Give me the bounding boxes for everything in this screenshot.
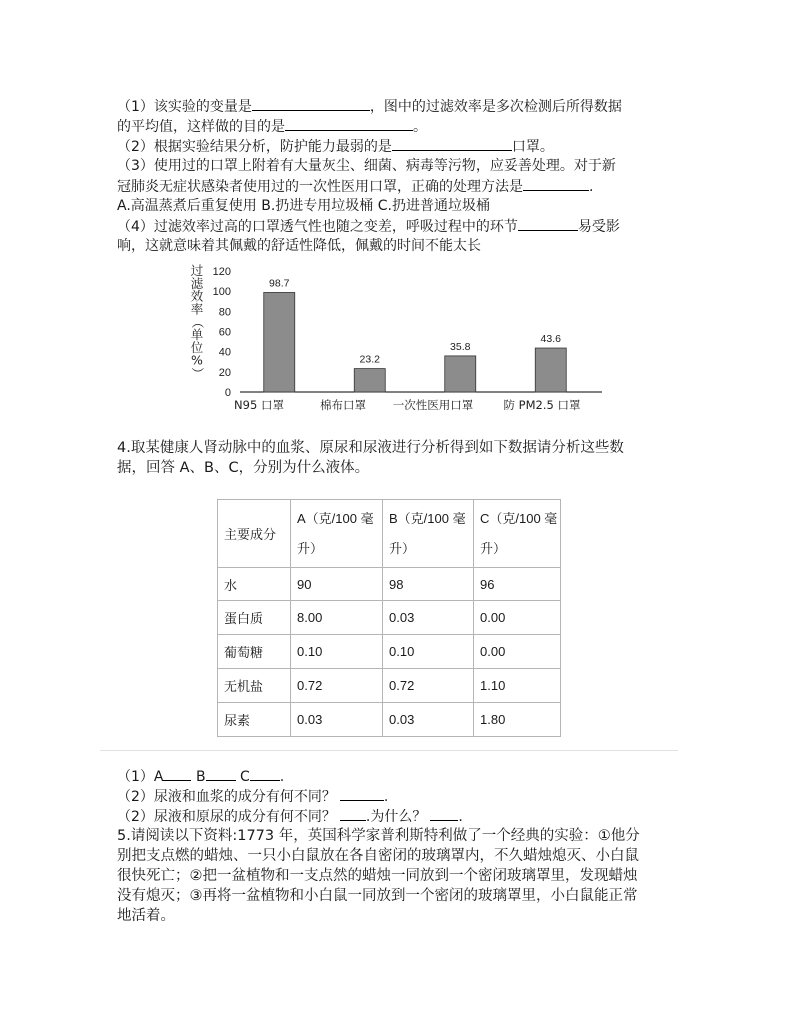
q4-intro-line-1	[117, 216, 620, 237]
section-divider	[100, 750, 678, 751]
q4-answer-end: .	[279, 769, 285, 785]
chart-bar	[354, 369, 385, 392]
q5-line-2: 别把支点燃的蜡烛、一只小白鼠放在各自密闭的玻璃罩内，不久蜡烛熄灭、小白鼠	[117, 848, 639, 864]
chart-x-labels	[234, 398, 580, 412]
chart-y-axis-label	[190, 263, 205, 380]
table-header-cell: C（克/100 毫升）	[474, 500, 561, 568]
table-cell: 0.03	[383, 601, 474, 635]
table-cell: 90	[291, 568, 383, 601]
bar-value-label: 43.6	[540, 333, 561, 346]
q5-line-3: 很快死亡；②把一盆植物和一支点然的蜡烛一同放到一个密闭玻璃罩里，发现蜡烛	[117, 868, 638, 884]
answer-blank-weakest[interactable]	[392, 136, 512, 151]
x-category-label: 一次性医用口罩	[392, 398, 474, 412]
y-tick-label: 60	[218, 326, 231, 339]
q5-line-4: 没有熄灭；③再将一盆植物和小白鼠一同放到一个密闭的玻璃罩里，小白鼠能正常	[117, 888, 638, 904]
table-cell: 0.03	[383, 703, 474, 737]
table-cell: 0.72	[291, 669, 383, 703]
q1-text-c: 的平均值，这样做的目的是	[117, 119, 285, 135]
chart-bars	[264, 277, 567, 392]
table-cell: 0.03	[291, 703, 383, 737]
answer-blank-why[interactable]	[430, 806, 458, 821]
q4-line-1: 4.取某健康人肾动脉中的血浆、原尿和尿液进行分析得到如下数据请分析这些数	[117, 440, 624, 456]
composition-table	[217, 499, 561, 737]
chart-bar	[535, 348, 566, 392]
q4-answer-3-why: .为什么？	[365, 809, 427, 825]
q3-line-2	[117, 176, 593, 197]
answer-blank-variable[interactable]	[252, 96, 370, 111]
q4-answer-b-label: B	[195, 769, 206, 785]
y-axis-label-char: 效	[190, 288, 204, 304]
q4-answer-c-label: C	[240, 769, 250, 785]
q5-line-5: 地活着。	[117, 908, 175, 924]
q4-intro-text-a: （4）过滤效率过高的口罩透气性也随之变差，呼吸过程中的环节	[117, 219, 518, 235]
table-cell: 0.00	[474, 635, 561, 669]
table-header-cell: 主要成分	[218, 500, 291, 568]
y-tick-label: 0	[224, 387, 231, 399]
table-cell: 0.10	[383, 635, 474, 669]
q4-intro-text-b: 易受影	[577, 219, 620, 235]
q5-line-1: 5.请阅读以下资料:1773 年，英国科学家普利斯特利做了一个经典的实验：①他分	[117, 828, 640, 844]
q3-text-b: .	[589, 179, 594, 195]
answer-blank-b[interactable]	[206, 766, 236, 781]
table-row	[218, 669, 561, 703]
q1-text-b: ，图中的过滤效率是多次检测后所得数据	[369, 99, 622, 115]
x-category-label: 防 PM2.5 口罩	[503, 398, 581, 412]
q3-options: A.高温蒸煮后重复使用 B.扔进专用垃圾桶 C.扔进普通垃圾桶	[117, 198, 490, 214]
y-tick-label: 120	[212, 266, 231, 278]
bar-value-label: 98.7	[269, 277, 290, 290]
y-axis-label-char: 率	[190, 301, 204, 317]
q1-text-a: （1）该实验的变量是	[117, 99, 252, 115]
table-cell: 蛋白质	[218, 601, 291, 635]
y-axis-label-char: 过	[190, 263, 204, 278]
x-category-label: 棉布口罩	[320, 398, 366, 412]
q4-answer-a-label: （1）A	[117, 769, 164, 785]
y-tick-label: 80	[218, 306, 231, 319]
table-cell: 96	[474, 568, 561, 601]
answer-blank-purpose[interactable]	[285, 116, 413, 131]
y-axis-label-char: 滤	[190, 275, 204, 291]
chart-bar	[264, 292, 295, 392]
bar-value-label: 35.8	[450, 340, 471, 353]
q4-intro-line-2: 响，这就意味着其佩戴的舒适性降低，佩戴的时间不能太长	[117, 238, 481, 254]
table-row	[218, 703, 561, 737]
answer-blank-c[interactable]	[250, 766, 280, 781]
table-header-cell: A（克/100 毫升）	[291, 500, 383, 568]
table-row	[218, 635, 561, 669]
y-axis-label-char: %	[191, 352, 203, 368]
table-cell: 0.00	[474, 601, 561, 635]
q4-answer-2-text: （2）尿液和血浆的成分有何不同？	[117, 789, 336, 805]
q3-line-1: （3）使用过的口罩上附着有大量灰尘、细菌、病毒等污物，应妥善处理。对于新	[117, 158, 616, 174]
answer-blank-a[interactable]	[163, 766, 191, 781]
table-cell: 0.10	[291, 635, 383, 669]
q4-answer-3-text: （2）尿液和原尿的成分有何不同？	[117, 809, 336, 825]
y-axis-label-char: 位	[190, 339, 204, 355]
table-cell: 98	[383, 568, 474, 601]
table-row	[218, 568, 561, 601]
q1-line-2	[117, 116, 427, 137]
table-cell: 8.00	[291, 601, 383, 635]
q4-answer-3-end: .	[458, 809, 463, 825]
y-axis-label-char: ）	[190, 367, 205, 380]
y-tick-label: 20	[218, 366, 231, 379]
table-cell: 无机盐	[218, 669, 291, 703]
table-cell: 1.10	[474, 669, 561, 703]
table-row	[218, 601, 561, 635]
answer-blank-urine-plasma[interactable]	[340, 786, 384, 801]
table-cell: 尿素	[218, 703, 291, 737]
y-axis-label-char: 单	[190, 327, 204, 342]
y-tick-label: 40	[218, 346, 231, 359]
q4-line-2: 据，回答 A、B、C，分别为什么液体。	[117, 460, 370, 476]
x-category-label: N95 口罩	[234, 398, 284, 412]
chart-bar	[445, 356, 476, 392]
table-cell: 0.72	[383, 669, 474, 703]
q4-answer-2-end: .	[383, 789, 389, 805]
table-header-row	[218, 500, 561, 568]
q4-answer-line-2	[117, 786, 388, 807]
table-cell: 水	[218, 568, 291, 601]
answer-blank-breathing[interactable]	[518, 216, 578, 231]
bar-value-label: 23.2	[359, 353, 380, 366]
table-cell: 葡萄糖	[218, 635, 291, 669]
y-tick-label: 100	[212, 286, 231, 299]
table-header-cell: B（克/100 毫升）	[383, 500, 474, 568]
q4-answer-line-1	[117, 766, 284, 787]
q1-line-1	[117, 96, 622, 117]
q2-text-a: （2）根据实验结果分析，防护能力最弱的是	[117, 139, 392, 155]
q3-text-a: 冠肺炎无症状感染者使用过的一次性医用口罩，正确的处理方法是	[117, 179, 523, 195]
q4-answer-line-3	[117, 806, 463, 827]
q1-text-d: 。	[413, 119, 427, 135]
answer-blank-disposal[interactable]	[523, 176, 589, 191]
chart-y-ticks	[213, 266, 231, 399]
answer-blank-urine-primary[interactable]	[340, 806, 366, 821]
y-axis-label-char: （	[190, 315, 205, 329]
table-cell: 1.80	[474, 703, 561, 737]
q2-text-b: 口罩。	[511, 139, 554, 155]
filter-efficiency-bar-chart	[170, 262, 610, 417]
q2-line	[117, 136, 554, 157]
